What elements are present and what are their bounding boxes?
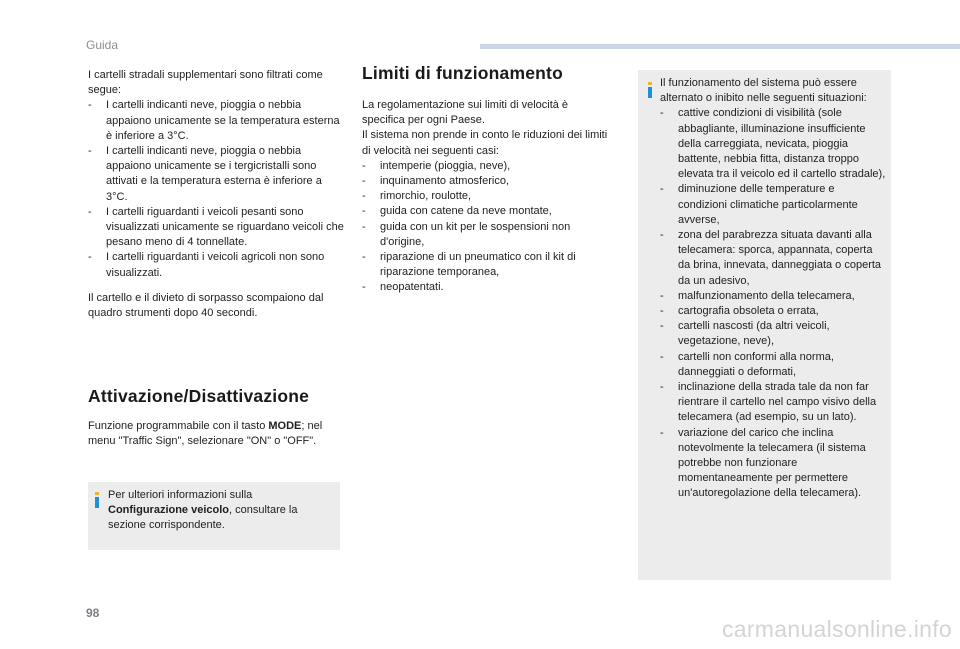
filter-intro: I cartelli stradali supplementari sono filtrati come segue:: [88, 69, 323, 97]
info-box-configurazione: [88, 482, 340, 550]
list-item: - I cartelli indicanti neve, pioggia o nebbia appaiono unicamente se i tergicristalli sono attivati e la temperatura esterna è inferiore a 3°C.: [88, 144, 344, 205]
limiti-list: [362, 159, 612, 296]
list-item: - I cartelli riguardanti i veicoli pesanti sono visualizzati unicamente se riguardano veicoli che pesano meno di 4 tonnellate.: [88, 205, 344, 251]
watermark: carmanualsonline.info: [721, 616, 952, 642]
list-item: - guida con un kit per le sospensioni non d'origine,: [362, 220, 612, 250]
column-middle: [362, 63, 612, 294]
column-left: [88, 68, 344, 321]
limitazioni-intro: Il funzionamento del sistema può essere alternato o inibito nelle seguenti situazioni:: [660, 77, 867, 105]
limiti-intro-2: Il sistema non prende in conto le riduzioni dei limiti di velocità nei seguenti casi:: [362, 129, 608, 157]
info-icon: [95, 492, 99, 508]
heading-limiti: Limiti di funzionamento: [362, 63, 563, 83]
attivazione-text-after: ; nel menu "Traffic Sign", selezionare "ON" o "OFF".: [88, 420, 323, 448]
info-box-text: [660, 76, 886, 502]
limiti-body: [362, 98, 612, 296]
page-number: 98: [86, 606, 100, 620]
list-item: - inclinazione della strada tale da non far rientrare il cartello nel campo visivo della telecamera (ad esempio, su un lato).: [660, 380, 886, 426]
list-item: - zona del parabrezza situata davanti alla telecamera: sporca, appannata, coperta da brina, innevata, danneggiata o coperta da un adesivo,: [660, 228, 886, 289]
overtake-note: Il cartello e il divieto di sorpasso scompaiono dal quadro strumenti dopo 40 secondi.: [88, 291, 324, 320]
mode-key: MODE: [268, 420, 302, 432]
limitazioni-list: [660, 106, 886, 501]
info-icon: [648, 82, 652, 98]
list-item: - intemperie (pioggia, neve),: [362, 159, 612, 174]
configurazione-link[interactable]: Configurazione veicolo: [108, 504, 230, 517]
info-text-after: , consultare la sezione corrispondente.: [108, 504, 298, 532]
list-item: - cartelli non conformi alla norma, danneggiati o deformati,: [660, 350, 886, 380]
list-item: - variazione del carico che inclina notevolmente la telecamera (il sistema potrebbe non funzionare momentaneamente per permettere un'autoregolazione della telecamera).: [660, 426, 886, 502]
info-text-before: Per ulteriori informazioni sulla: [108, 489, 253, 501]
list-item: - I cartelli indicanti neve, pioggia o nebbia appaiono unicamente se la temperatura esterna è inferiore a 3°C.: [88, 98, 344, 144]
limiti-intro-1: La regolamentazione sui limiti di velocità è specifica per ogni Paese.: [362, 99, 569, 127]
list-item: - diminuzione delle temperature e condizioni climatiche particolarmente avverse,: [660, 182, 886, 228]
list-item: - cattive condizioni di visibilità (sole abbagliante, illuminazione insufficiente della carreggiata, nevicata, pioggia battente, nebbia fitta, distanza troppo elevata tra il veicolo ed il cartello stradale),: [660, 106, 886, 182]
heading-attivazione: Attivazione/Disattivazione: [88, 386, 310, 406]
list-item: - cartografia obsoleta o errata,: [660, 304, 886, 319]
list-item: - guida con catene da neve montate,: [362, 204, 612, 219]
list-item: - riparazione di un pneumatico con il kit di riparazione temporanea,: [362, 250, 612, 280]
list-item: - malfunzionamento della telecamera,: [660, 289, 886, 304]
filter-list: [88, 98, 344, 280]
list-item: - inquinamento atmosferico,: [362, 174, 612, 189]
list-item: - I cartelli riguardanti i veicoli agricoli non sono visualizzati.: [88, 250, 344, 280]
info-box-text: [108, 488, 334, 534]
list-item: - cartelli nascosti (da altri veicoli, vegetazione, neve),: [660, 319, 886, 349]
list-item: - rimorchio, roulotte,: [362, 189, 612, 204]
info-box-limitazioni: [638, 70, 891, 580]
section-label: Guida: [86, 38, 119, 52]
list-item: - neopatentati.: [362, 280, 612, 295]
attivazione-text: [88, 419, 338, 449]
header-bar: [480, 44, 960, 49]
attivazione-text-before: Funzione programmabile con il tasto: [88, 420, 269, 432]
